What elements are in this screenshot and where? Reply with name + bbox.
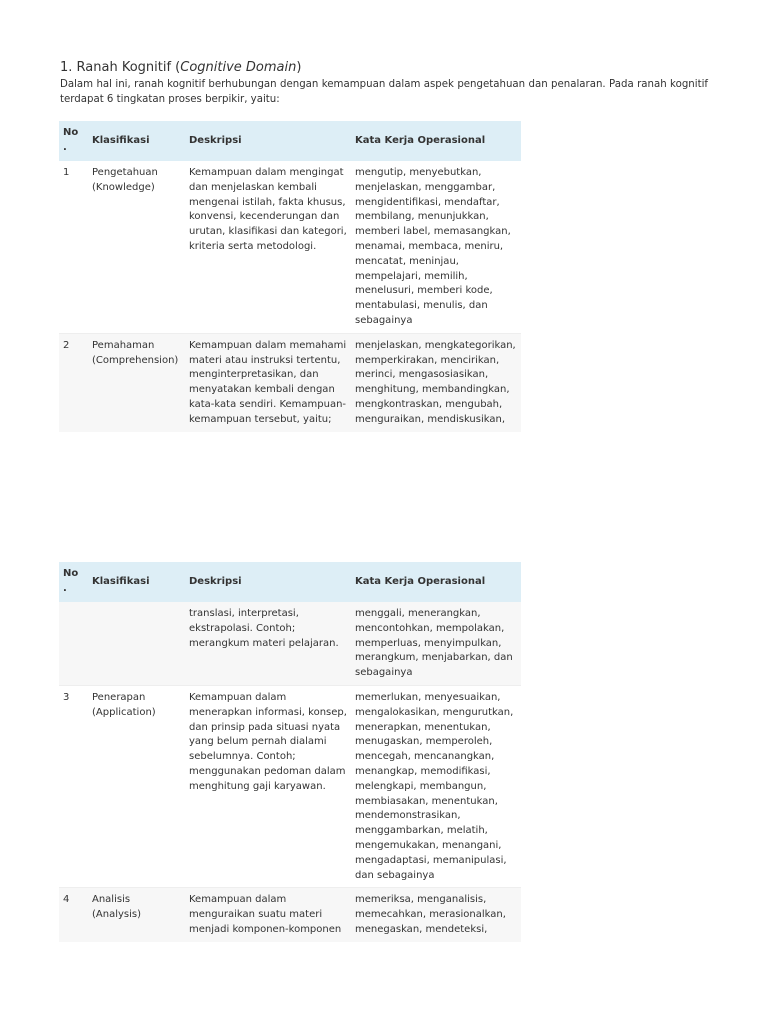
header-kata-kerja: Kata Kerja Operasional: [351, 562, 521, 602]
intro-paragraph: Dalam hal ini, ranah kognitif berhubungan dengan kemampuan dalam aspek pengetahuan dan penalaran. Pada ranah kognitif terdapat 6 tingkatan proses berpikir, yaitu:: [60, 79, 708, 105]
table-row: [59, 888, 521, 942]
cell-kata-kerja: memerlukan, menyesuaikan, mengalokasikan, mengurutkan, menerapkan, menentukan, menugaskan, memperoleh, mencegah, mencanangkan, menangkap, memodifikasi, melengkapi, membangun, membiasakan, menentukan, mendemonstrasikan, menggambarkan, melatih, mengemukakan, menangani, mengadaptasi, memanipulasi, dan sebagainya: [351, 685, 521, 887]
table-header-row: [59, 121, 521, 161]
cell-no: 3: [59, 685, 88, 887]
table-row: [59, 161, 521, 333]
cell-no: [59, 602, 88, 685]
cell-kata-kerja: mengutip, menyebutkan, menjelaskan, menggambar, mengidentifikasi, mendaftar, membilang, menunjukkan, memberi label, memasangkan, menamai, membaca, meniru, mencatat, meninjau, mempelajari, memilih, menelusuri, memberi kode, mentabulasi, menulis, dan sebagainya: [351, 161, 521, 333]
section-heading: [60, 60, 301, 75]
header-klasifikasi: Klasifikasi: [88, 562, 185, 602]
cell-deskripsi: Kemampuan dalam mengingat dan menjelaskan kembali mengenai istilah, fakta khusus, konvensi, kecenderungan dan urutan, klasifikasi dan kategori, kriteria serta metodologi.: [185, 161, 351, 333]
table-row: [59, 602, 521, 685]
table-row: [59, 333, 521, 431]
cell-no: 2: [59, 333, 88, 431]
cell-no: 4: [59, 888, 88, 942]
table-row: [59, 685, 521, 887]
klasifikasi-table-part-2: [59, 562, 521, 942]
cell-deskripsi: Kemampuan dalam menguraikan suatu materi menjadi komponen-komponen: [185, 888, 351, 942]
cell-klasifikasi: Pengetahuan (Knowledge): [88, 161, 185, 333]
header-klasifikasi: Klasifikasi: [88, 121, 185, 161]
header-deskripsi: Deskripsi: [185, 562, 351, 602]
cell-kata-kerja: memeriksa, menganalisis, memecahkan, merasionalkan, menegaskan, mendeteksi,: [351, 888, 521, 942]
heading-italic-term: Cognitive Domain: [180, 60, 297, 75]
header-kata-kerja: Kata Kerja Operasional: [351, 121, 521, 161]
cell-kata-kerja: menjelaskan, mengkategorikan, memperkirakan, mencirikan, merinci, mengasosiasikan, menghitung, membandingkan, mengkontraskan, mengubah, menguraikan, mendiskusikan,: [351, 333, 521, 431]
cell-klasifikasi: Analisis (Analysis): [88, 888, 185, 942]
header-deskripsi: Deskripsi: [185, 121, 351, 161]
heading-number: 1. Ranah Kognitif (: [60, 60, 181, 75]
cell-deskripsi: Kemampuan dalam memahami materi atau instruksi tertentu, menginterpretasikan, dan menyatakan kembali dengan kata-kata sendiri. Kemampuan-kemampuan tersebut, yaitu;: [185, 333, 351, 431]
cell-klasifikasi: Penerapan (Application): [88, 685, 185, 887]
cell-klasifikasi: Pemahaman (Comprehension): [88, 333, 185, 431]
klasifikasi-table-part-1: [59, 121, 521, 432]
header-no: No .: [59, 121, 88, 161]
cell-klasifikasi: [88, 602, 185, 685]
cell-kata-kerja: menggali, menerangkan, mencontohkan, mempolakan, memperluas, menyimpulkan, merangkum, menjabarkan, dan sebagainya: [351, 602, 521, 685]
heading-close-paren: ): [296, 60, 302, 75]
header-no: No .: [59, 562, 88, 602]
cell-deskripsi: Kemampuan dalam menerapkan informasi, konsep, dan prinsip pada situasi nyata yang belum pernah dialami sebelumnya. Contoh; menggunakan pedoman dalam menghitung gaji karyawan.: [185, 685, 351, 887]
cell-no: 1: [59, 161, 88, 333]
cell-deskripsi: translasi, interpretasi, ekstrapolasi. Contoh; merangkum materi pelajaran.: [185, 602, 351, 685]
table-header-row: [59, 562, 521, 602]
